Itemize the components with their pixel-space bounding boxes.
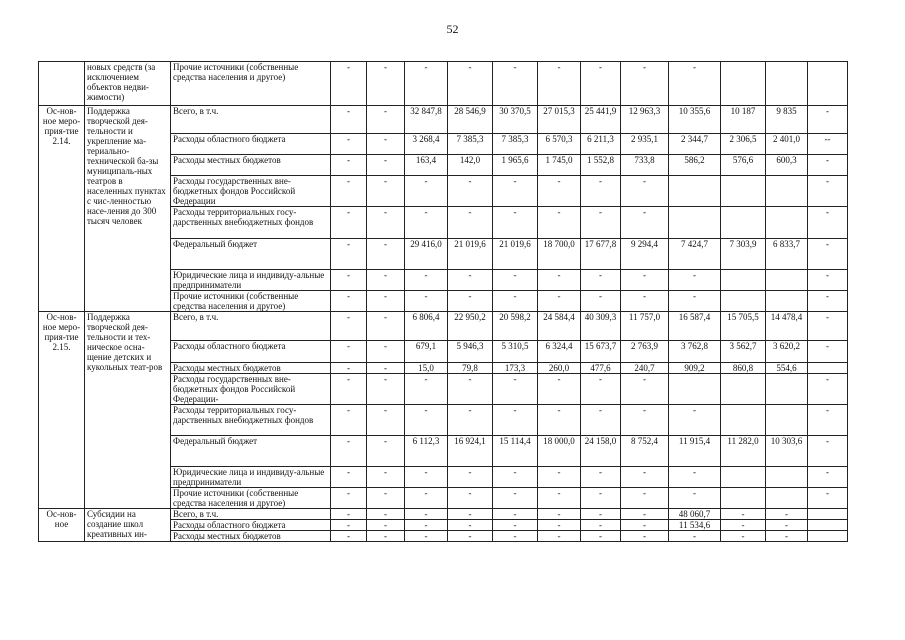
value-cell: -: [493, 291, 538, 312]
value-cell: -: [331, 467, 367, 488]
value-cell: -: [669, 405, 721, 436]
funding-source-cell: Расходы областного бюджета: [171, 341, 331, 363]
value-cell: 30 370,5: [493, 106, 538, 134]
value-cell: -: [581, 488, 621, 509]
value-cell: -: [331, 374, 367, 405]
value-cell: 2 306,5: [721, 134, 766, 155]
value-cell: -: [538, 291, 581, 312]
value-cell: 3 562,7: [721, 341, 766, 363]
value-cell: -: [405, 270, 448, 291]
value-cell: 240,7: [621, 363, 669, 374]
value-cell: -: [367, 176, 405, 207]
value-cell: -: [405, 374, 448, 405]
value-cell: [721, 488, 766, 509]
value-cell: [808, 520, 848, 531]
value-cell: -: [808, 488, 848, 509]
activity-id-cell: Ос-нов-ное меро-прия-тие 2.14.: [39, 106, 85, 312]
value-cell: -: [538, 467, 581, 488]
value-cell: 16 924,1: [448, 436, 493, 467]
value-cell: 24 584,4: [538, 312, 581, 341]
value-cell: -: [331, 155, 367, 176]
value-cell: 733,8: [621, 155, 669, 176]
value-cell: 15 673,7: [581, 341, 621, 363]
value-cell: -: [538, 176, 581, 207]
value-cell: -: [367, 155, 405, 176]
value-cell: -: [367, 509, 405, 520]
value-cell: 12 963,3: [621, 106, 669, 134]
value-cell: -: [493, 207, 538, 239]
value-cell: 1 965,6: [493, 155, 538, 176]
value-cell: 18 000,0: [538, 436, 581, 467]
value-cell: -: [405, 405, 448, 436]
value-cell: 3 762,8: [669, 341, 721, 363]
value-cell: -: [581, 176, 621, 207]
value-cell: -: [367, 436, 405, 467]
value-cell: -: [538, 531, 581, 542]
value-cell: -: [581, 405, 621, 436]
value-cell: -: [331, 436, 367, 467]
value-cell: -: [621, 374, 669, 405]
value-cell: -: [367, 520, 405, 531]
value-cell: -: [538, 270, 581, 291]
value-cell: -: [367, 488, 405, 509]
value-cell: -: [581, 531, 621, 542]
value-cell: -: [448, 374, 493, 405]
value-cell: 27 015,3: [538, 106, 581, 134]
value-cell: -: [581, 291, 621, 312]
value-cell: -: [331, 312, 367, 341]
value-cell: [721, 291, 766, 312]
value-cell: -: [621, 405, 669, 436]
value-cell: [766, 62, 808, 106]
value-cell: 17 677,8: [581, 239, 621, 270]
value-cell: -: [581, 467, 621, 488]
value-cell: 2 401,0: [766, 134, 808, 155]
value-cell: -: [808, 467, 848, 488]
value-cell: -: [405, 488, 448, 509]
value-cell: -: [405, 207, 448, 239]
value-cell: -: [669, 270, 721, 291]
value-cell: -: [669, 467, 721, 488]
value-cell: -: [448, 488, 493, 509]
activity-id-cell: [39, 62, 85, 106]
value-cell: -: [448, 520, 493, 531]
value-cell: -: [621, 531, 669, 542]
value-cell: 15 705,5: [721, 312, 766, 341]
value-cell: [808, 509, 848, 520]
activity-id-cell: Ос-нов-ное меро-прия-тие 2.15.: [39, 312, 85, 509]
value-cell: 15,0: [405, 363, 448, 374]
value-cell: 9 294,4: [621, 239, 669, 270]
value-cell: 25 441,9: [581, 106, 621, 134]
value-cell: [766, 374, 808, 405]
value-cell: -: [538, 207, 581, 239]
value-cell: -: [331, 520, 367, 531]
value-cell: -: [405, 291, 448, 312]
value-cell: [766, 176, 808, 207]
value-cell: -: [721, 531, 766, 542]
value-cell: -: [493, 520, 538, 531]
value-cell: -: [669, 531, 721, 542]
value-cell: -: [669, 488, 721, 509]
value-cell: -: [808, 106, 848, 134]
value-cell: 16 587,4: [669, 312, 721, 341]
value-cell: 28 546,9: [448, 106, 493, 134]
value-cell: [766, 291, 808, 312]
value-cell: 21 019,6: [448, 239, 493, 270]
funding-source-cell: Расходы местных бюджетов: [171, 155, 331, 176]
funding-source-cell: Юридические лица и индивиду-альные предприниматели: [171, 467, 331, 488]
value-cell: -: [367, 291, 405, 312]
value-cell: [669, 374, 721, 405]
value-cell: -: [581, 62, 621, 106]
table-row: [39, 312, 848, 341]
value-cell: 7 303,9: [721, 239, 766, 270]
value-cell: 679,1: [405, 341, 448, 363]
value-cell: [721, 374, 766, 405]
value-cell: -: [367, 207, 405, 239]
funding-source-cell: Всего, в т.ч.: [171, 312, 331, 341]
funding-source-cell: Прочие источники (собственные средства населения и другое): [171, 488, 331, 509]
value-cell: -: [331, 106, 367, 134]
value-cell: -: [367, 531, 405, 542]
page-number: 52: [446, 22, 459, 36]
value-cell: -: [405, 509, 448, 520]
value-cell: -: [538, 520, 581, 531]
value-cell: [721, 467, 766, 488]
value-cell: 576,6: [721, 155, 766, 176]
budget-table: [38, 61, 848, 542]
value-cell: 48 060,7: [669, 509, 721, 520]
value-cell: -: [367, 106, 405, 134]
funding-source-cell: Расходы государственных вне-бюджетных фондов Российской Федерации: [171, 176, 331, 207]
value-cell: -: [493, 405, 538, 436]
value-cell: 15 114,4: [493, 436, 538, 467]
value-cell: -: [331, 341, 367, 363]
value-cell: 3 268,4: [405, 134, 448, 155]
value-cell: 477,6: [581, 363, 621, 374]
value-cell: 142,0: [448, 155, 493, 176]
value-cell: -: [721, 520, 766, 531]
value-cell: -: [669, 62, 721, 106]
value-cell: -: [331, 176, 367, 207]
value-cell: -: [331, 363, 367, 374]
activity-description-cell: Поддержка творческой дея-тельности и тех-ническое осна-щение детских и кукольных теат-ров: [85, 312, 171, 509]
value-cell: 5 310,5: [493, 341, 538, 363]
activity-description-cell: новых средств (за исключением объектов недви-жимости): [85, 62, 171, 106]
value-cell: [721, 176, 766, 207]
value-cell: 14 478,4: [766, 312, 808, 341]
value-cell: -: [538, 374, 581, 405]
value-cell: 6 833,7: [766, 239, 808, 270]
funding-source-cell: Всего, в т.ч.: [171, 106, 331, 134]
value-cell: -: [405, 520, 448, 531]
value-cell: 860,8: [721, 363, 766, 374]
value-cell: -: [367, 312, 405, 341]
value-cell: 11 534,6: [669, 520, 721, 531]
value-cell: 2 763,9: [621, 341, 669, 363]
value-cell: -: [721, 509, 766, 520]
table-row: [39, 106, 848, 134]
value-cell: -: [405, 176, 448, 207]
value-cell: -: [766, 520, 808, 531]
value-cell: 6 112,3: [405, 436, 448, 467]
value-cell: -: [448, 291, 493, 312]
value-cell: [766, 270, 808, 291]
value-cell: 6 211,3: [581, 134, 621, 155]
value-cell: [721, 62, 766, 106]
value-cell: -: [448, 62, 493, 106]
value-cell: 8 752,4: [621, 436, 669, 467]
value-cell: 21 019,6: [493, 239, 538, 270]
activity-description-cell: Субсидии на создание школ креативных ин-: [85, 509, 171, 542]
value-cell: [808, 531, 848, 542]
value-cell: 5 946,3: [448, 341, 493, 363]
value-cell: 40 309,3: [581, 312, 621, 341]
value-cell: -: [331, 270, 367, 291]
value-cell: -: [581, 207, 621, 239]
funding-source-cell: Федеральный бюджет: [171, 239, 331, 270]
funding-source-cell: Расходы местных бюджетов: [171, 531, 331, 542]
activity-description-cell: Поддержка творческой дея-тельности и укрепление ма-териально-технической ба-зы муниципаль-ных театров в населенных пунктах с чис-ленностью насе-ления до 300 тысяч человек: [85, 106, 171, 312]
value-cell: -: [331, 509, 367, 520]
value-cell: 6 324,4: [538, 341, 581, 363]
funding-source-cell: Расходы территориальных госу-дарственных внебюджетных фондов: [171, 207, 331, 239]
value-cell: -: [367, 363, 405, 374]
value-cell: 600,3: [766, 155, 808, 176]
value-cell: 10 303,6: [766, 436, 808, 467]
value-cell: -: [331, 291, 367, 312]
value-cell: -: [621, 207, 669, 239]
funding-source-cell: Прочие источники (собственные средства населения и другое): [171, 62, 331, 106]
value-cell: 24 158,0: [581, 436, 621, 467]
funding-source-cell: Расходы областного бюджета: [171, 520, 331, 531]
value-cell: -: [808, 436, 848, 467]
value-cell: -: [808, 405, 848, 436]
value-cell: -: [331, 531, 367, 542]
value-cell: -: [367, 405, 405, 436]
value-cell: -: [766, 509, 808, 520]
value-cell: [766, 405, 808, 436]
value-cell: -: [581, 509, 621, 520]
value-cell: -: [581, 520, 621, 531]
value-cell: [766, 207, 808, 239]
value-cell: -: [621, 270, 669, 291]
value-cell: [766, 467, 808, 488]
funding-source-cell: Федеральный бюджет: [171, 436, 331, 467]
value-cell: -: [367, 270, 405, 291]
value-cell: 11 915,4: [669, 436, 721, 467]
value-cell: -: [621, 509, 669, 520]
value-cell: -: [538, 405, 581, 436]
value-cell: 11 282,0: [721, 436, 766, 467]
value-cell: -: [367, 467, 405, 488]
funding-source-cell: Всего, в т.ч.: [171, 509, 331, 520]
value-cell: -: [331, 62, 367, 106]
value-cell: -: [367, 239, 405, 270]
value-cell: -: [808, 270, 848, 291]
value-cell: 2 344,7: [669, 134, 721, 155]
value-cell: 6 806,4: [405, 312, 448, 341]
value-cell: -: [493, 270, 538, 291]
value-cell: [808, 363, 848, 374]
value-cell: -: [808, 207, 848, 239]
value-cell: 163,4: [405, 155, 448, 176]
value-cell: -: [808, 291, 848, 312]
value-cell: -: [448, 207, 493, 239]
value-cell: -: [493, 62, 538, 106]
value-cell: -: [621, 467, 669, 488]
value-cell: 909,2: [669, 363, 721, 374]
value-cell: 10 355,6: [669, 106, 721, 134]
value-cell: 79,8: [448, 363, 493, 374]
value-cell: 260,0: [538, 363, 581, 374]
value-cell: -: [808, 155, 848, 176]
value-cell: 22 950,2: [448, 312, 493, 341]
value-cell: 586,2: [669, 155, 721, 176]
value-cell: [721, 270, 766, 291]
value-cell: 2 935,1: [621, 134, 669, 155]
value-cell: -: [621, 520, 669, 531]
value-cell: -: [367, 62, 405, 106]
value-cell: -: [448, 509, 493, 520]
value-cell: -: [448, 176, 493, 207]
value-cell: [669, 176, 721, 207]
value-cell: 7 385,3: [493, 134, 538, 155]
value-cell: -: [493, 488, 538, 509]
value-cell: -: [367, 374, 405, 405]
funding-source-cell: Расходы областного бюджета: [171, 134, 331, 155]
value-cell: -: [493, 467, 538, 488]
value-cell: --: [808, 134, 848, 155]
value-cell: 7 424,7: [669, 239, 721, 270]
table-row: [39, 62, 848, 106]
value-cell: 18 700,0: [538, 239, 581, 270]
activity-id-cell: Ос-нов-ное: [39, 509, 85, 542]
value-cell: -: [808, 312, 848, 341]
value-cell: 1 745,0: [538, 155, 581, 176]
value-cell: -: [766, 531, 808, 542]
value-cell: -: [331, 239, 367, 270]
value-cell: 29 416,0: [405, 239, 448, 270]
funding-source-cell: Расходы местных бюджетов: [171, 363, 331, 374]
value-cell: -: [538, 488, 581, 509]
value-cell: -: [405, 62, 448, 106]
value-cell: 554,6: [766, 363, 808, 374]
value-cell: -: [808, 176, 848, 207]
value-cell: -: [331, 488, 367, 509]
value-cell: -: [448, 531, 493, 542]
value-cell: -: [493, 509, 538, 520]
value-cell: 6 570,3: [538, 134, 581, 155]
value-cell: 173,3: [493, 363, 538, 374]
funding-source-cell: Юридические лица и индивиду-альные предприниматели: [171, 270, 331, 291]
value-cell: -: [538, 62, 581, 106]
value-cell: -: [581, 270, 621, 291]
funding-source-cell: Расходы территориальных госу-дарственных внебюджетных фондов: [171, 405, 331, 436]
value-cell: -: [669, 291, 721, 312]
value-cell: [669, 207, 721, 239]
value-cell: -: [808, 239, 848, 270]
value-cell: [808, 62, 848, 106]
value-cell: 32 847,8: [405, 106, 448, 134]
value-cell: -: [621, 488, 669, 509]
value-cell: -: [367, 134, 405, 155]
value-cell: -: [808, 341, 848, 363]
value-cell: -: [331, 134, 367, 155]
value-cell: 20 598,2: [493, 312, 538, 341]
value-cell: -: [621, 176, 669, 207]
value-cell: -: [448, 270, 493, 291]
value-cell: 7 385,3: [448, 134, 493, 155]
value-cell: -: [405, 467, 448, 488]
value-cell: 10 187: [721, 106, 766, 134]
value-cell: 3 620,2: [766, 341, 808, 363]
value-cell: -: [621, 291, 669, 312]
value-cell: -: [621, 62, 669, 106]
value-cell: 1 552,8: [581, 155, 621, 176]
value-cell: -: [405, 531, 448, 542]
value-cell: -: [448, 405, 493, 436]
value-cell: -: [367, 341, 405, 363]
value-cell: -: [808, 374, 848, 405]
value-cell: [766, 488, 808, 509]
value-cell: -: [493, 374, 538, 405]
table-row: [39, 509, 848, 520]
value-cell: -: [581, 374, 621, 405]
funding-source-cell: Прочие источники (собственные средства населения и другое): [171, 291, 331, 312]
value-cell: -: [493, 176, 538, 207]
value-cell: [721, 405, 766, 436]
value-cell: 11 757,0: [621, 312, 669, 341]
value-cell: -: [493, 531, 538, 542]
value-cell: 9 835: [766, 106, 808, 134]
funding-source-cell: Расходы государственных вне-бюджетных фондов Российской Федерации-: [171, 374, 331, 405]
value-cell: [721, 207, 766, 239]
value-cell: -: [448, 467, 493, 488]
value-cell: -: [331, 405, 367, 436]
value-cell: -: [331, 207, 367, 239]
value-cell: -: [538, 509, 581, 520]
